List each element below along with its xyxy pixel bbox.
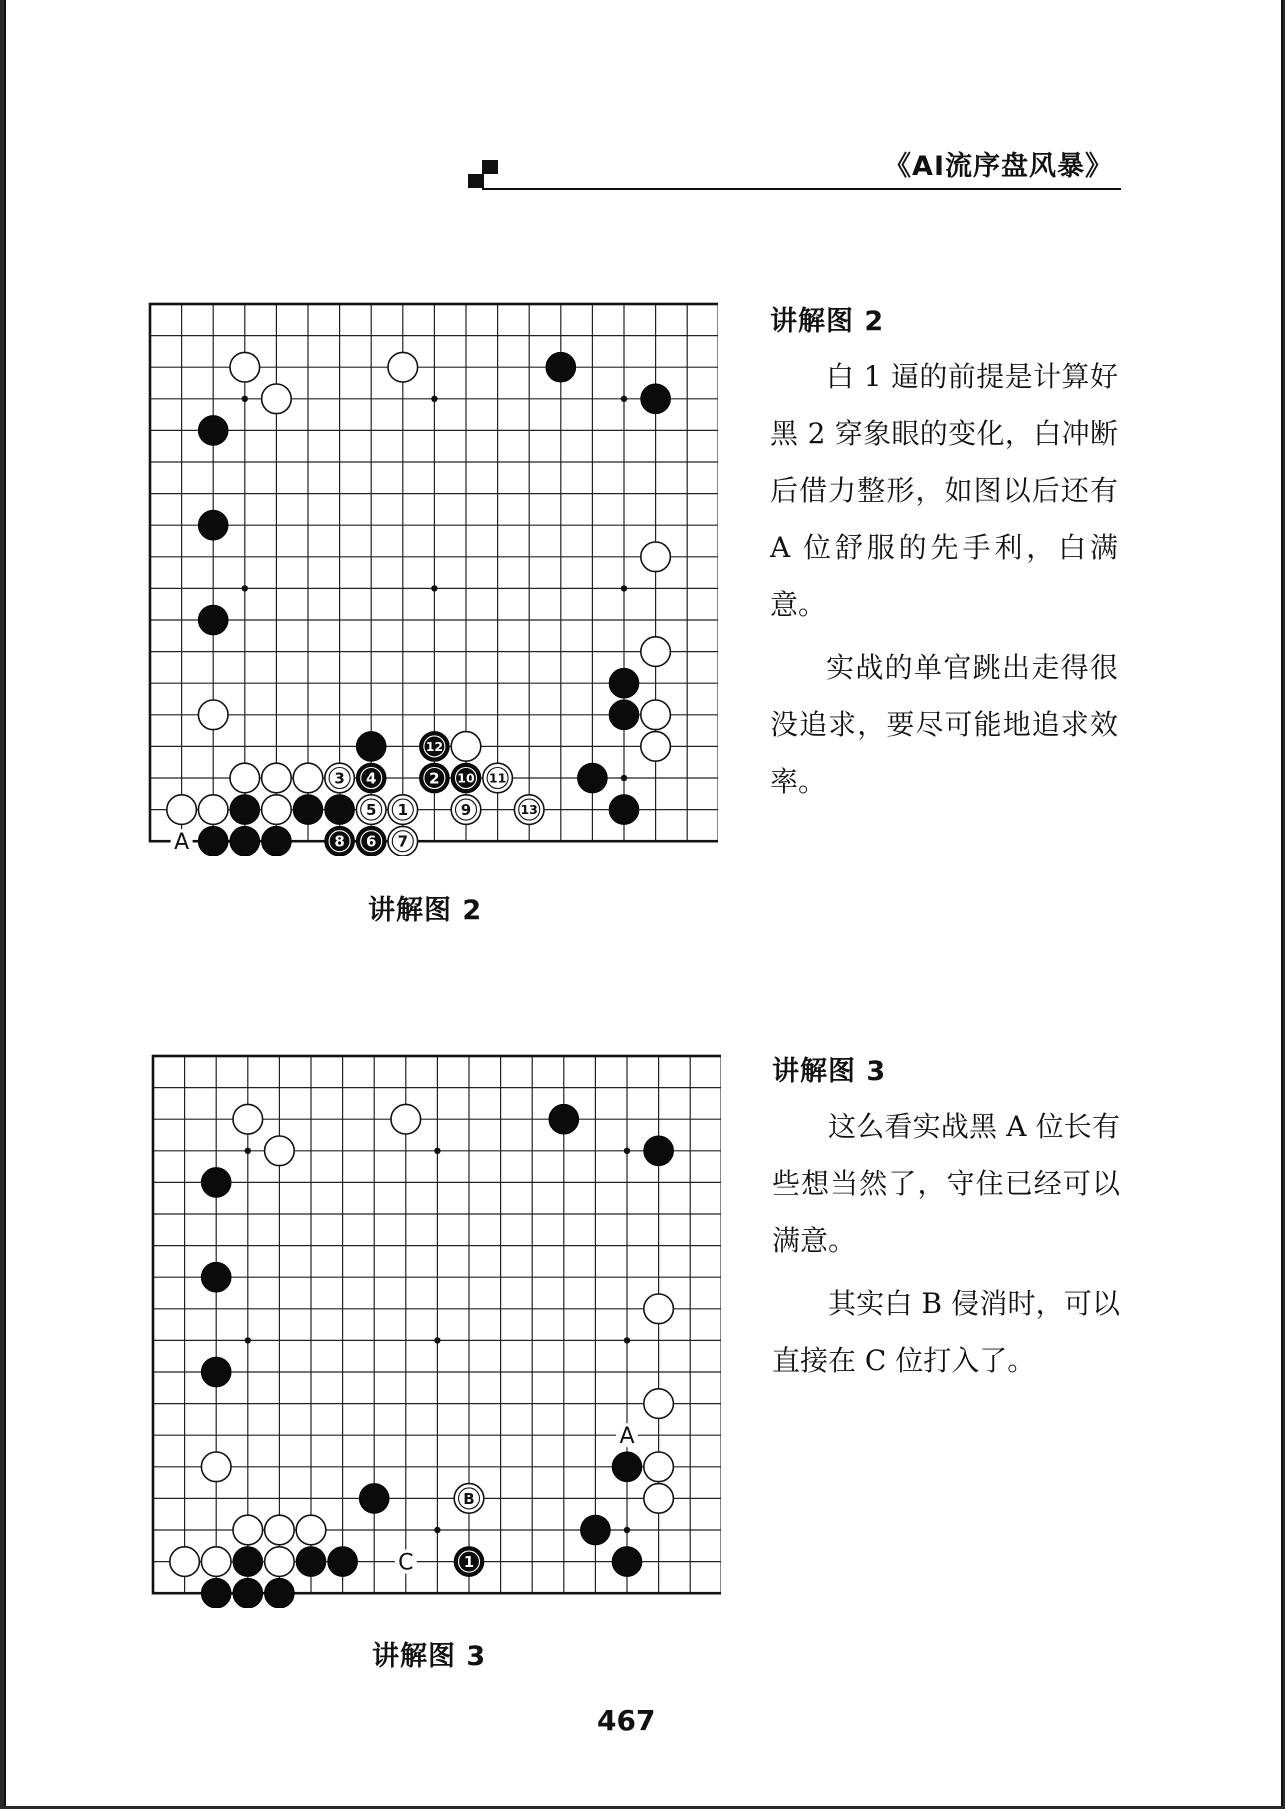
stone-number: 7 <box>397 832 409 851</box>
black-stone <box>420 763 450 793</box>
stone-number: 10 <box>457 770 475 786</box>
black-stone <box>451 763 481 793</box>
go-board-diagram-3 <box>151 1054 721 1608</box>
black-stone <box>546 352 576 382</box>
black-stone <box>230 826 260 856</box>
white-stone <box>451 732 481 762</box>
star-point <box>434 1527 440 1533</box>
diagram-3-heading: 讲解图 3 <box>772 1056 887 1087</box>
black-stone <box>644 1136 674 1166</box>
star-point <box>621 585 627 591</box>
stone-number: 13 <box>520 802 538 818</box>
star-point <box>434 1337 440 1343</box>
diagram-2-heading: 讲解图 2 <box>770 306 885 337</box>
star-point <box>434 1148 440 1154</box>
stone-number: 2 <box>429 769 440 788</box>
star-point <box>431 396 437 402</box>
white-stone <box>483 763 513 793</box>
white-stone <box>641 542 671 572</box>
white-stone <box>233 1515 263 1545</box>
diagram-3-paragraph-2: 其实白 B 侵消时，可以直接在 C 位打入了。 <box>772 1287 1120 1377</box>
white-stone <box>265 1515 295 1545</box>
white-stone <box>641 637 671 667</box>
white-stone <box>641 732 671 762</box>
white-stone <box>265 1547 295 1577</box>
white-stone <box>262 384 292 414</box>
white-stone <box>451 795 481 825</box>
diagram-2-paragraph-2: 实战的单官跳出走得很没追求，要尽可能地追求效率。 <box>770 651 1118 798</box>
black-stone <box>612 1547 642 1577</box>
white-stone <box>356 795 386 825</box>
white-stone <box>201 1452 231 1482</box>
white-stone <box>230 763 260 793</box>
black-stone <box>198 510 228 540</box>
black-stone <box>328 1547 358 1577</box>
black-stone <box>609 795 639 825</box>
point-label <box>616 1423 638 1449</box>
black-stone <box>549 1104 579 1134</box>
white-stone <box>198 700 228 730</box>
point-label-text: A <box>619 1424 635 1450</box>
white-stone <box>230 352 260 382</box>
diagram-2-paragraph-1: 白 1 逼的前提是计算好黑 2 穿象眼的变化，白冲断后借力整形，如图以后还有 A 位舒服的先手利，白满意。 <box>770 360 1118 621</box>
go-board-svg-2 <box>148 302 718 856</box>
white-stone <box>293 763 323 793</box>
white-stone <box>388 826 418 856</box>
header-title: 《AI流序盘风暴》 <box>884 151 1113 182</box>
star-point <box>245 1148 251 1154</box>
black-stone <box>578 763 608 793</box>
point-label <box>395 1550 417 1576</box>
white-stone <box>170 1547 200 1577</box>
star-point <box>245 1337 251 1343</box>
white-stone <box>198 795 228 825</box>
page-number: 467 <box>597 1704 656 1737</box>
stone-number: 3 <box>334 769 345 788</box>
stone-number: 1 <box>397 801 409 819</box>
black-stone <box>454 1547 484 1577</box>
stone-number: 12 <box>425 738 444 754</box>
white-stone <box>296 1515 326 1545</box>
running-header <box>466 140 1121 194</box>
point-label <box>171 829 193 855</box>
point-label-text: A <box>174 830 190 856</box>
diagram-2-commentary <box>770 302 1118 810</box>
go-board-diagram-2 <box>148 302 718 856</box>
go-board-svg-3 <box>151 1054 721 1608</box>
stone-number: 6 <box>365 832 377 851</box>
black-stone <box>612 1452 642 1482</box>
white-stone <box>167 795 197 825</box>
black-stone <box>356 826 386 856</box>
black-stone <box>230 795 260 825</box>
black-stone <box>356 732 386 762</box>
white-stone <box>644 1389 674 1419</box>
white-stone <box>644 1294 674 1324</box>
star-point <box>624 1148 630 1154</box>
white-stone <box>388 795 418 825</box>
point-label-text: C <box>398 1550 414 1576</box>
star-point <box>624 1527 630 1533</box>
black-stone <box>198 826 228 856</box>
black-stone <box>198 416 228 446</box>
diagram-2-caption: 讲解图 2 <box>368 895 483 926</box>
header-rule <box>482 188 1121 190</box>
diagram-3-paragraph-1: 这么看实战黑 A 位长有些想当然了，守住已经可以满意。 <box>772 1110 1120 1257</box>
star-point <box>242 396 248 402</box>
white-stone <box>454 1484 484 1514</box>
diagram-3-caption: 讲解图 3 <box>372 1641 487 1672</box>
white-stone <box>644 1484 674 1514</box>
stone-number: 11 <box>488 770 507 786</box>
black-stone <box>201 1357 231 1387</box>
white-stone <box>641 700 671 730</box>
black-stone <box>325 795 355 825</box>
star-point <box>624 1337 630 1343</box>
white-stone <box>262 763 292 793</box>
star-point <box>242 585 248 591</box>
stone-number: 8 <box>334 832 345 851</box>
stone-number: 5 <box>365 801 377 819</box>
book-page <box>4 0 1283 1806</box>
star-point <box>621 775 627 781</box>
white-stone <box>201 1547 231 1577</box>
diagram-3-commentary <box>772 1052 1120 1389</box>
white-stone <box>391 1104 421 1134</box>
black-stone <box>609 700 639 730</box>
white-stone <box>388 352 418 382</box>
black-stone <box>233 1578 263 1608</box>
white-stone <box>262 795 292 825</box>
black-stone <box>201 1578 231 1608</box>
black-stone <box>201 1168 231 1198</box>
white-stone <box>325 763 355 793</box>
stone-number: B <box>463 1489 475 1508</box>
grid-lines <box>153 1056 721 1593</box>
black-stone <box>356 763 386 793</box>
black-stone <box>641 384 671 414</box>
white-stone <box>265 1136 295 1166</box>
stone-number: 9 <box>460 801 472 819</box>
black-stone <box>359 1484 389 1514</box>
black-stone <box>325 826 355 856</box>
white-stone <box>233 1104 263 1134</box>
star-point <box>621 396 627 402</box>
black-stone <box>265 1578 295 1608</box>
star-point <box>431 585 437 591</box>
black-stone <box>581 1515 611 1545</box>
black-stone <box>293 795 323 825</box>
black-stone <box>296 1547 326 1577</box>
black-stone <box>198 605 228 635</box>
stone-number: 1 <box>463 1553 475 1571</box>
black-stone <box>201 1262 231 1292</box>
stone-number: 4 <box>365 769 377 788</box>
black-stone <box>233 1547 263 1577</box>
white-stone <box>514 795 544 825</box>
black-stone <box>262 826 292 856</box>
white-stone <box>644 1452 674 1482</box>
black-stone <box>420 732 450 762</box>
black-stone <box>609 668 639 698</box>
